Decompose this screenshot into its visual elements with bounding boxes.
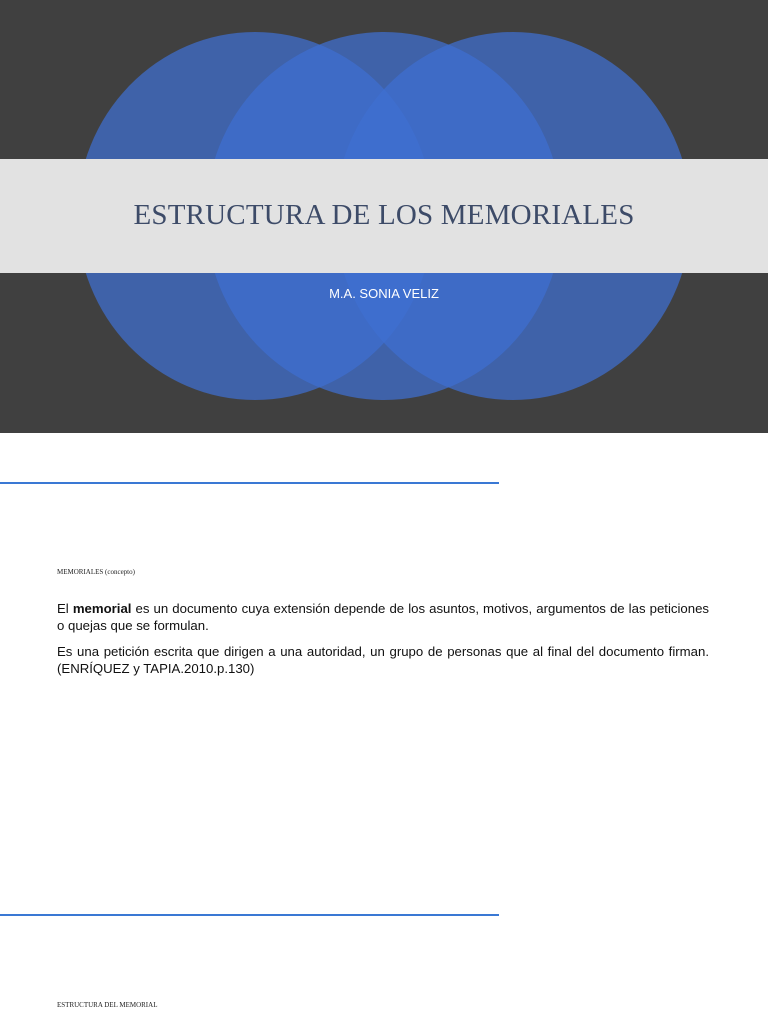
paragraph-citation: Es una petición escrita que dirigen a una autoridad, un grupo de personas que al final del documento firman. (ENRÍQUEZ y TAPIA.2010.p.130) <box>57 644 709 676</box>
paragraph-prefix: El <box>57 601 73 616</box>
slide-title: ESTRUCTURA DE LOS MEMORIALES <box>133 199 635 231</box>
title-slide <box>0 0 768 433</box>
section-divider-bottom <box>0 914 499 916</box>
slide-subtitle: M.A. SONIA VELIZ <box>329 286 439 301</box>
bold-term: memorial <box>72 601 132 616</box>
paragraph-definition <box>57 600 709 634</box>
section-label-estructura: ESTRUCTURA DEL MEMORIAL <box>57 1001 158 1009</box>
section-divider-top <box>0 482 499 484</box>
paragraph-rest: es un documento cuya extensión depende de los asuntos, motivos, argumentos de las peticiones o quejas que se formulan. <box>57 601 709 633</box>
section-label-memoriales: MEMORIALES (concepto) <box>57 568 135 576</box>
